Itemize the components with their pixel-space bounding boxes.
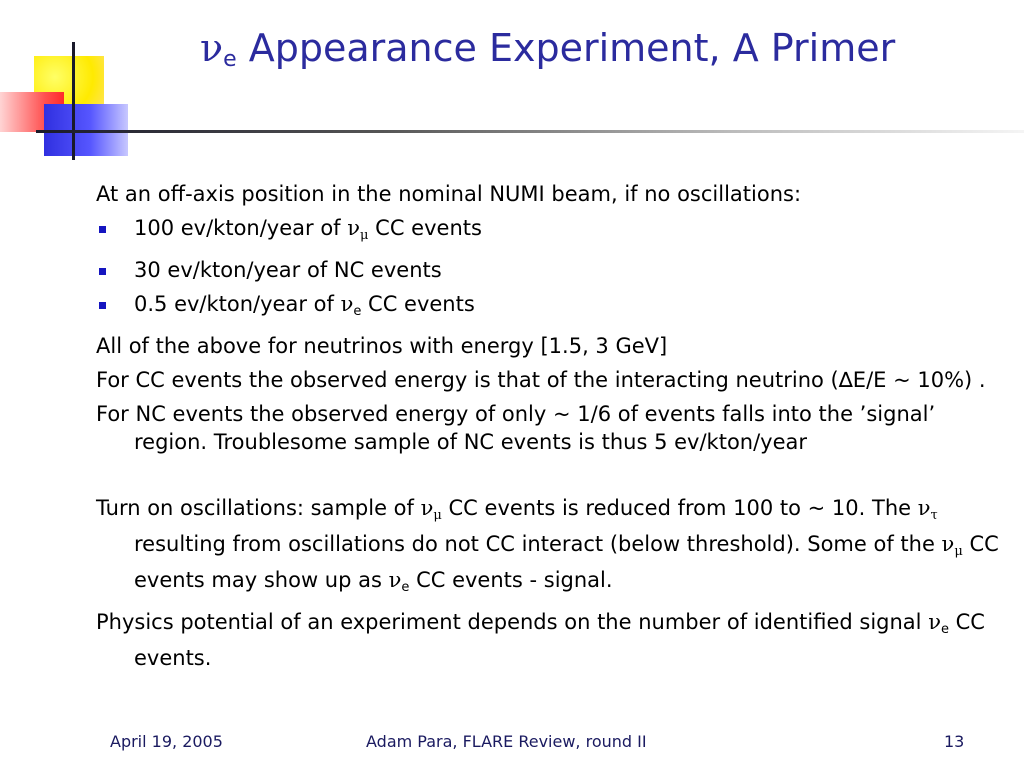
nu-subscript: e xyxy=(353,304,362,319)
bullet-text: 100 ev/kton/year of xyxy=(134,216,348,240)
paragraph-text: Turn on oscillations: sample of xyxy=(96,496,421,520)
bullet-text: CC events xyxy=(361,292,475,316)
nu-subscript: μ xyxy=(954,544,963,559)
intro-paragraph: At an off-axis position in the nominal NUMI beam, if no oscillations: xyxy=(96,182,802,206)
nu-subscript: μ xyxy=(433,508,442,523)
footer-date: April 19, 2005 xyxy=(110,732,223,751)
decorative-logo xyxy=(0,0,140,170)
paragraph-text: CC events may show up as xyxy=(134,532,999,592)
nu-symbol: ν xyxy=(388,568,402,592)
footer-author: Adam Para, FLARE Review, round II xyxy=(366,732,647,751)
nu-subscript: τ xyxy=(930,508,938,523)
slide-body xyxy=(96,180,1006,672)
nu-symbol: ν xyxy=(928,610,941,634)
bullet-text: CC events xyxy=(368,216,482,240)
slide-title xyxy=(200,26,1000,72)
nu-symbol: ν xyxy=(347,216,361,240)
nu-subscript: e xyxy=(401,580,410,595)
nu-symbol: ν xyxy=(420,496,434,520)
nu-subscript: e xyxy=(940,622,949,637)
title-nu-symbol: ν xyxy=(200,26,224,70)
nu-symbol: ν xyxy=(917,496,931,520)
paragraph-text: CC events is reduced from 100 to ~ 10. The xyxy=(441,496,918,520)
bullet-marker xyxy=(99,302,106,309)
bullet-marker xyxy=(99,268,106,275)
bullet-item xyxy=(96,214,1006,250)
nu-symbol: ν xyxy=(340,292,354,316)
bullet-text: 0.5 ev/kton/year of xyxy=(134,292,341,316)
title-text: Appearance Experiment, A Primer xyxy=(236,26,896,70)
nc-events-paragraph: For NC events the observed energy of only ~ 1/6 of events falls into the ’signal’ region. Troublesome sample of NC events is thus 5 ev/kton/year xyxy=(96,402,936,454)
nu-symbol: ν xyxy=(941,532,955,556)
physics-potential-paragraph xyxy=(96,608,1006,672)
vertical-line-decoration xyxy=(72,42,75,160)
bullet-text: 30 ev/kton/year of NC events xyxy=(134,258,442,282)
title-nu-subscript: e xyxy=(223,47,237,72)
paragraph-text: resulting from oscillations do not CC interact (below threshold). Some of the xyxy=(134,532,942,556)
paragraph-text: CC events. xyxy=(134,610,985,670)
page-number: 13 xyxy=(944,732,965,751)
cc-events-paragraph: For CC events the observed energy is that of the interacting neutrino (∆E/E ~ 10%) . xyxy=(96,368,986,392)
title-underline xyxy=(36,130,1024,133)
paragraph-text: CC events - signal. xyxy=(409,568,613,592)
bullet-marker xyxy=(99,226,106,233)
oscillations-paragraph xyxy=(96,494,1006,602)
nu-subscript: μ xyxy=(360,228,369,243)
energy-range-paragraph: All of the above for neutrinos with energy [1.5, 3 GeV] xyxy=(96,334,668,358)
bullet-item xyxy=(96,256,1006,284)
bullet-item xyxy=(96,290,1006,326)
paragraph-text: Physics potential of an experiment depends on the number of identified signal xyxy=(96,610,929,634)
